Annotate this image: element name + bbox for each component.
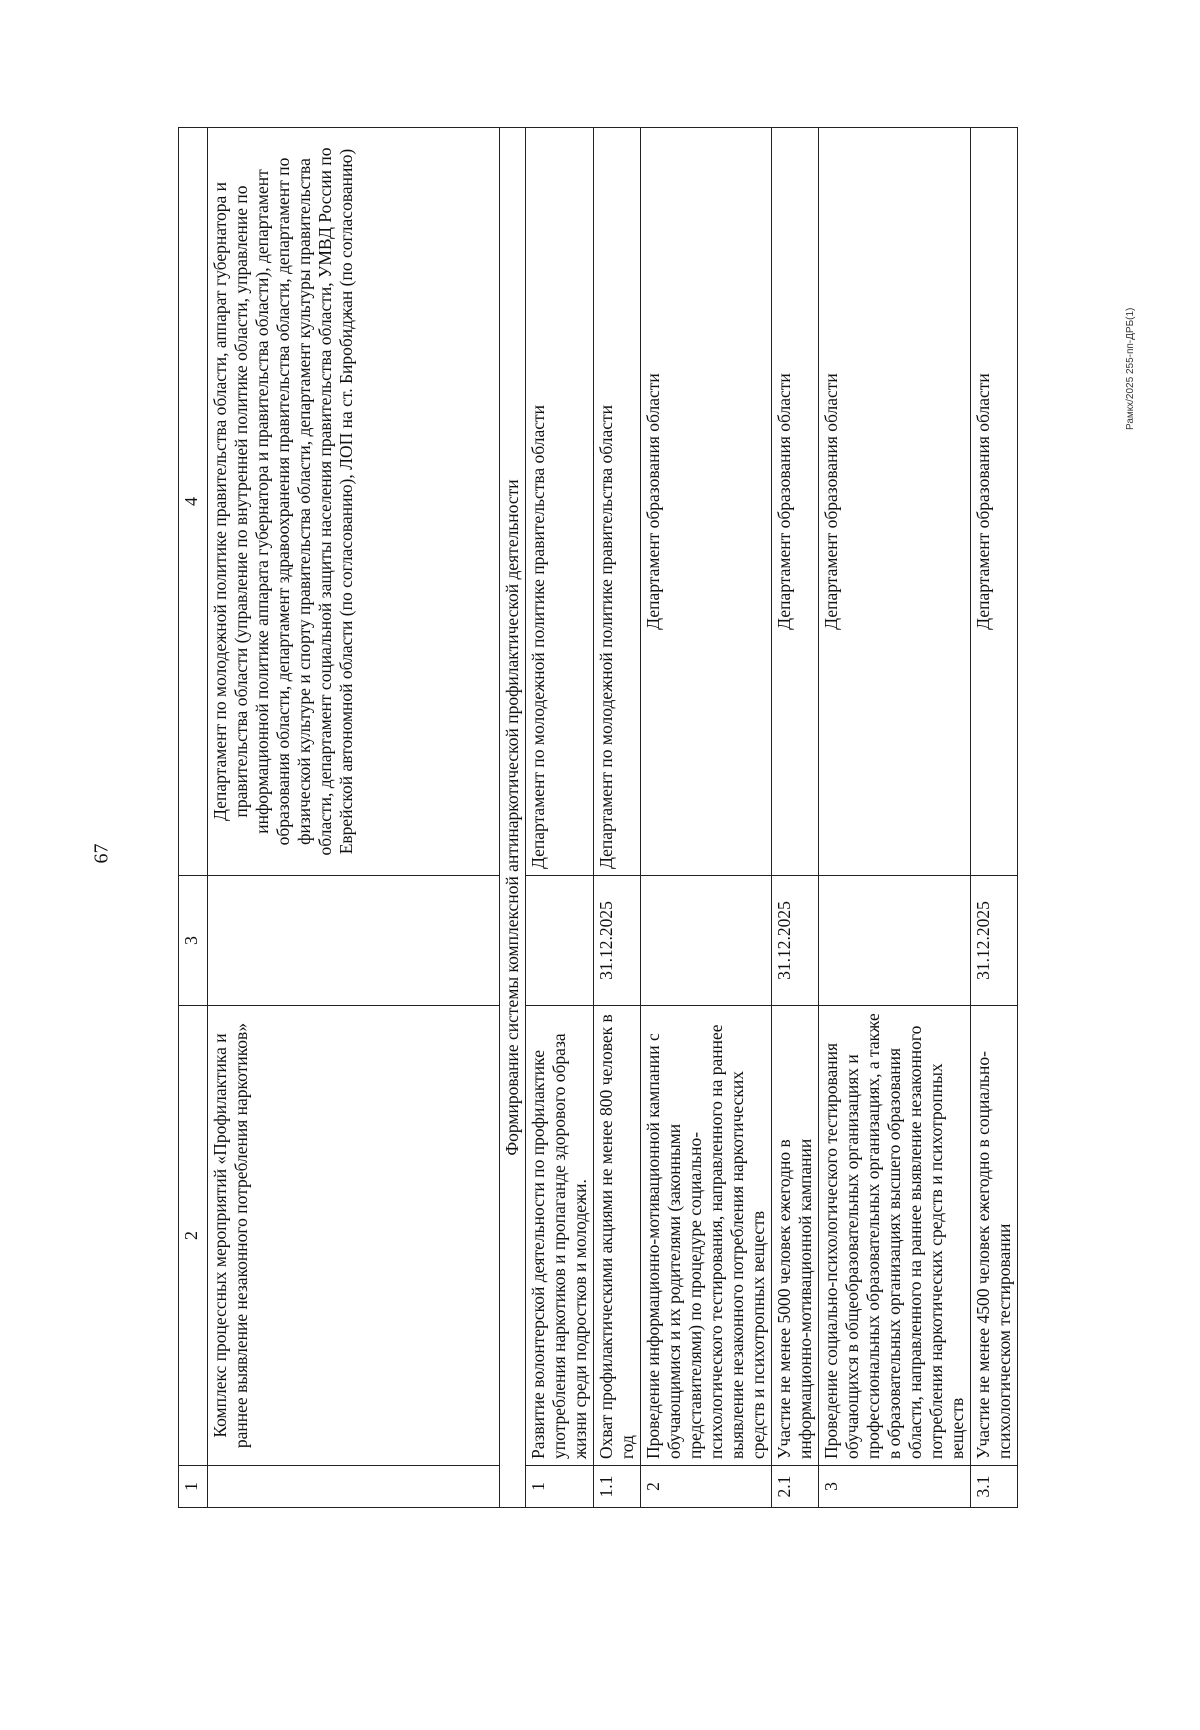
row-text: Проведение социально-психологического тестирования обучающихся в общеобразовательных организациях и профессиональных образовательных организациях, а также в образовательных организациях высшего образования области, направленного на раннее выявление незаконного потребления наркотических средств и психотропных веществ: [819, 1006, 971, 1466]
table-row: [641, 128, 772, 1508]
row-date: [526, 876, 594, 1006]
header-row: [179, 128, 208, 1508]
table-row: [526, 128, 594, 1508]
complex-responsible: Департамент по молодежной политике правительства области, аппарат губернатора и правительства области (управление по внутренней политике области, управление по информационной политике аппарата губернатора и правительства области), департамент образования области, департамент здравоохранения правительства области, департамент по физической культуре и спорту правительства области, департамент культуры правительства области, департамент социальной защиты населения правительства области, УМВД России по Еврейской автономной области (по согласованию), ЛОП на ст. Биробиджан (по согласованию): [208, 128, 500, 876]
header-col-3: 3: [179, 876, 208, 1006]
header-col-4: 4: [179, 128, 208, 876]
row-text: Участие не менее 4500 человек ежегодно в социально-психологическом тестировании: [971, 1006, 1018, 1466]
row-num: 1: [526, 1466, 594, 1508]
row-num: 3.1: [971, 1466, 1018, 1508]
table-row: [971, 128, 1018, 1508]
row-date: [819, 876, 971, 1006]
row-date: [641, 876, 772, 1006]
row-responsible: Департамент образования области: [819, 128, 971, 876]
measures-table: [178, 127, 1018, 1508]
complex-date: [208, 876, 500, 1006]
row-responsible: Департамент по молодежной политике правительства области: [526, 128, 594, 876]
row-date: 31.12.2025: [594, 876, 641, 1006]
complex-title: Комплекс процессных мероприятий «Профилактика и раннее выявление незаконного потребления наркотиков»: [208, 1006, 500, 1466]
row-text: Проведение информационно-мотивационной кампании с обучающимися и их родителями (законными представителями) по процедуре социально-психологического тестирования, направленного на раннее выявление незаконного потребления наркотических средств и психотропных веществ: [641, 1006, 772, 1466]
row-text: Охват профилактическими акциями не менее 800 человек в год: [594, 1006, 641, 1466]
row-text: Участие не менее 5000 человек ежегодно в информационно-мотивационной кампании: [772, 1006, 819, 1466]
rotated-table-container: [178, 128, 1058, 1508]
table-row: [819, 128, 971, 1508]
row-num: 2: [641, 1466, 772, 1508]
header-col-1: 1: [179, 1466, 208, 1508]
row-date: 31.12.2025: [971, 876, 1018, 1006]
footer-code: Рамкх/2025 255-пп-ДРБ(1): [1125, 307, 1136, 430]
row-num: 1.1: [594, 1466, 641, 1508]
row-responsible: Департамент образования области: [641, 128, 772, 876]
row-responsible: Департамент по молодежной политике правительства области: [594, 128, 641, 876]
row-num: 2.1: [772, 1466, 819, 1508]
section-title: Формирование системы комплексной антинаркотической профилактической деятельности: [500, 128, 526, 1508]
row-responsible: Департамент образования области: [971, 128, 1018, 876]
page-number: 67: [90, 843, 113, 864]
row-text: Развитие волонтерской деятельности по профилактике употребления наркотиков и пропаганде здорового образа жизни среди подростков и молодежи.: [526, 1006, 594, 1466]
section-row: [500, 128, 526, 1508]
complex-row: [208, 128, 500, 1508]
row-num: 3: [819, 1466, 971, 1508]
table-row: [594, 128, 641, 1508]
table-row: [772, 128, 819, 1508]
row-responsible: Департамент образования области: [772, 128, 819, 876]
header-col-2: 2: [179, 1006, 208, 1466]
row-date: 31.12.2025: [772, 876, 819, 1006]
complex-num: [208, 1466, 500, 1508]
